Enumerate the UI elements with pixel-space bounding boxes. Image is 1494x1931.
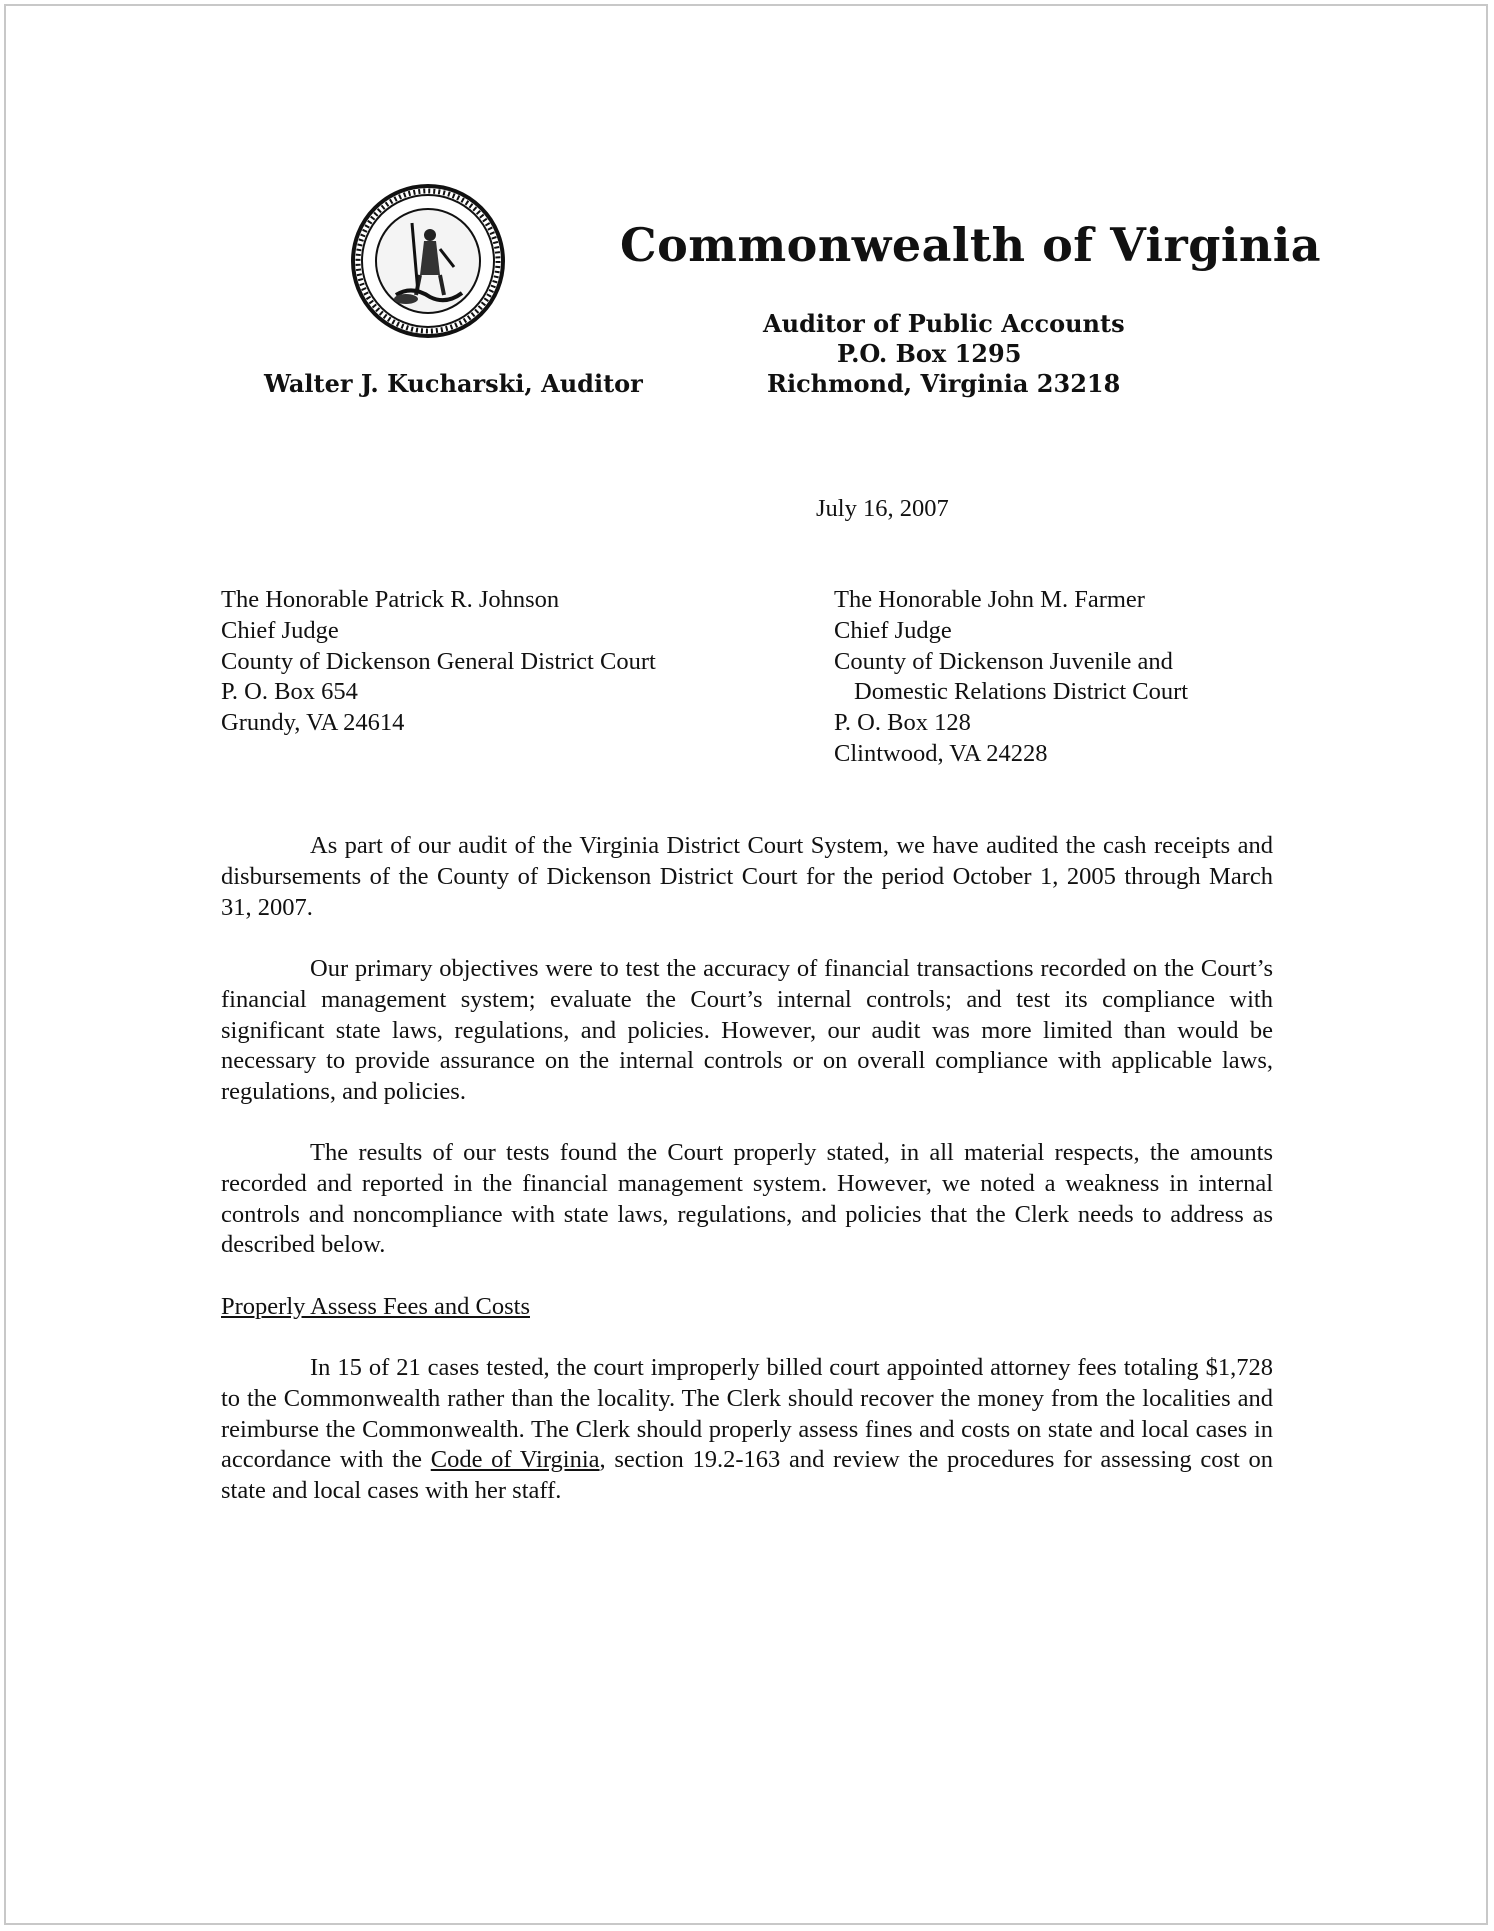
- address-line: Chief Judge: [221, 617, 339, 644]
- office-name: Auditor of Public Accounts: [763, 309, 1125, 338]
- section-heading: Properly Assess Fees and Costs: [221, 1293, 530, 1320]
- paragraph-4-text: In 15 of 21 cases tested, the court improperly billed court appointed attorney fees totaling $1,728 to the Commonwealth rather than the locality. The Clerk should recover the money from the localities and reimburse the Commonwealth. The Clerk should properly assess fines and costs on state and local cases in accordance with the: [221, 1354, 1273, 1474]
- letter-date: July 16, 2007: [816, 495, 949, 522]
- office-city: Richmond, Virginia 23218: [767, 369, 1121, 398]
- auditor-name: Walter J. Kucharski, Auditor: [264, 369, 643, 398]
- body-paragraph-2: Our primary objectives were to test the accuracy of financial transactions recorded on the Court’s financial management system; evaluate the Court’s internal controls; and test its compliance with significant state laws, regulations, and policies. However, our audit was more limited than would be necessary to provide assurance on the internal controls or on overall compliance with applicable laws, regulations, and policies.: [221, 955, 1273, 1106]
- office-po-box: P.O. Box 1295: [837, 339, 1022, 368]
- address-line: County of Dickenson General District Court: [221, 648, 656, 675]
- virginia-seal-icon: [350, 183, 506, 339]
- masthead-title: Commonwealth of Virginia: [620, 218, 1322, 272]
- code-of-virginia-reference: Code of Virginia: [430, 1446, 600, 1474]
- address-line: P. O. Box 128: [834, 709, 971, 736]
- body-paragraph-4: [221, 1353, 1273, 1507]
- address-line: P. O. Box 654: [221, 678, 358, 705]
- body-paragraph-3: The results of our tests found the Court properly stated, in all material respects, the amounts recorded and reported in the financial management system. However, we noted a weakness in internal controls and noncompliance with state laws, regulations, and policies that the Clerk needs to address as described below.: [221, 1139, 1273, 1259]
- address-line: The Honorable John M. Farmer: [834, 586, 1145, 613]
- address-line: County of Dickenson Juvenile and: [834, 648, 1173, 675]
- address-line: Clintwood, VA 24228: [834, 740, 1048, 767]
- body-paragraph-1: As part of our audit of the Virginia District Court System, we have audited the cash receipts and disbursements of the County of Dickenson District Court for the period October 1, 2005 through March 31, 2007.: [221, 832, 1273, 921]
- address-line: Grundy, VA 24614: [221, 709, 405, 736]
- paragraph-4-text-end: , section 19.2-163 and review the procedures for assessing cost on state and local cases with her staff.: [221, 1446, 1273, 1505]
- address-line: The Honorable Patrick R. Johnson: [221, 586, 560, 613]
- address-line: Chief Judge: [834, 617, 952, 644]
- address-line: Domestic Relations District Court: [854, 678, 1189, 705]
